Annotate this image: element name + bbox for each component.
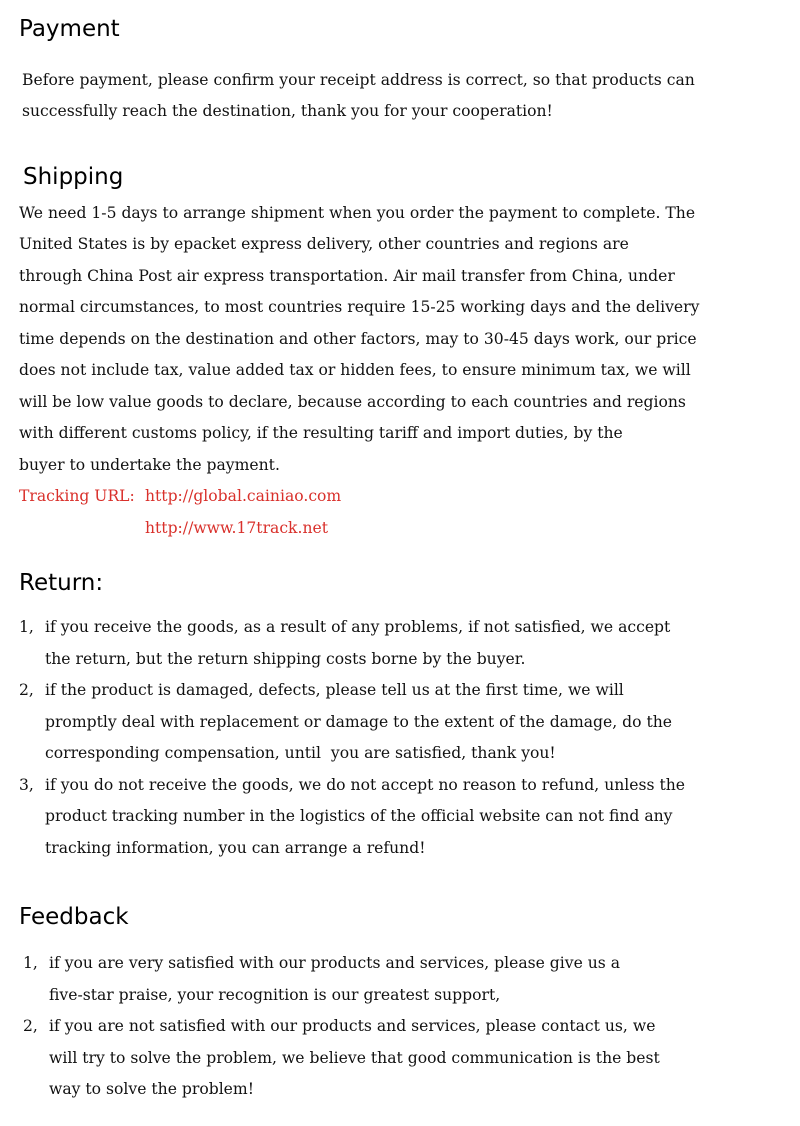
return-item-line: if you do not receive the goods, we do not accept no reason to refund, unless the xyxy=(45,776,685,794)
feedback-item-line: five-star praise, your recognition is our greatest support, xyxy=(49,986,501,1004)
shipping-text-line: time depends on the destination and other factors, may to 30-45 days work, our price xyxy=(19,330,697,348)
feedback-item-line: if you are not satisfied with our products and services, please contact us, we xyxy=(49,1017,656,1035)
feedback-item-number: 1, xyxy=(23,954,38,972)
feedback-item-line: will try to solve the problem, we believe that good communication is the best xyxy=(49,1049,660,1067)
return-heading: Return: xyxy=(19,570,104,596)
feedback-heading: Feedback xyxy=(19,904,129,930)
return-item-line: product tracking number in the logistics of the official website can not find any xyxy=(45,807,673,825)
return-item-line: corresponding compensation, until you are satisfied, thank you! xyxy=(45,744,556,762)
payment-text-line: successfully reach the destination, thank you for your cooperation! xyxy=(22,102,553,120)
tracking-link-cainiao[interactable]: http://global.cainiao.com xyxy=(145,487,342,505)
feedback-item-line: if you are very satisfied with our products and services, please give us a xyxy=(49,954,621,972)
shipping-text-line: with different customs policy, if the resulting tariff and import duties, by the xyxy=(19,424,623,442)
payment-text-line: Before payment, please confirm your receipt address is correct, so that products can xyxy=(22,71,695,89)
feedback-item-line: way to solve the problem! xyxy=(49,1080,254,1098)
return-item-line: tracking information, you can arrange a refund! xyxy=(45,839,426,857)
payment-heading: Payment xyxy=(19,16,120,42)
shipping-text-line: through China Post air express transportation. Air mail transfer from China, under xyxy=(19,267,675,285)
tracking-link-17track[interactable]: http://www.17track.net xyxy=(145,519,329,537)
shipping-text-line: buyer to undertake the payment. xyxy=(19,456,280,474)
return-item-number: 3, xyxy=(19,776,34,794)
shipping-heading: Shipping xyxy=(23,164,124,190)
tracking-url-label: Tracking URL: xyxy=(19,487,135,505)
shipping-text-line: normal circumstances, to most countries require 15-25 working days and the delivery xyxy=(19,298,700,316)
feedback-item-number: 2, xyxy=(23,1017,38,1035)
shipping-text-line: will be low value goods to declare, because according to each countries and regions xyxy=(19,393,686,411)
shipping-text-line: United States is by epacket express delivery, other countries and regions are xyxy=(19,235,629,253)
return-item-line: if you receive the goods, as a result of any problems, if not satisfied, we accept xyxy=(45,618,671,636)
return-item-number: 2, xyxy=(19,681,34,699)
return-item-line: if the product is damaged, defects, please tell us at the first time, we will xyxy=(45,681,624,699)
shipping-text-line: We need 1-5 days to arrange shipment when you order the payment to complete. The xyxy=(19,204,696,222)
return-item-number: 1, xyxy=(19,618,34,636)
return-item-line: promptly deal with replacement or damage to the extent of the damage, do the xyxy=(45,713,673,731)
shipping-text-line: does not include tax, value added tax or hidden fees, to ensure minimum tax, we will xyxy=(19,361,691,379)
return-item-line: the return, but the return shipping costs borne by the buyer. xyxy=(45,650,526,668)
